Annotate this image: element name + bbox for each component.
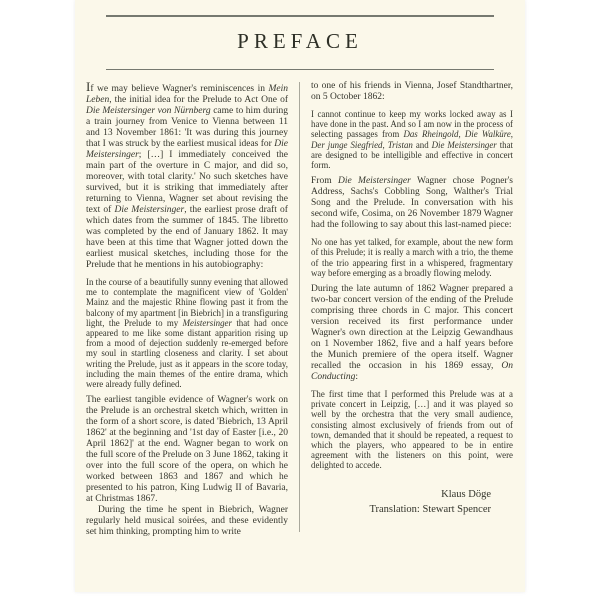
translator-credit: Translation: Stewart Spencer xyxy=(369,503,491,515)
column-divider xyxy=(299,82,300,532)
text-columns xyxy=(86,81,514,538)
orchestral-sketch-paragraph: The earliest tangible evidence of Wagner's work on the Prelude is an orchestral sketch which, written in the form of a short score, is dated 'Biebrich, 13 April 1862' at the beginning and '1st day of Easter [i.e., 20 April 1862]' at the end. Wagner began to work on the full score of the Prelude on 3 June 1862, taking it over into the full score of the opera, on which he worked between 1863 and 1867 and which he presented to his patron, King Ludwig II of Bavaria, at Christmas 1867. xyxy=(86,395,288,505)
autobiography-quote: In the course of a beautifully sunny evening that allowed me to contemplate the magnificent view of 'Golden' Mainz and the majestic Rhine flowing past it from the balcony of my apartment [in Biebrich] in a transfiguring light, the Prelude to my Meistersinger that had once appeared to me like some distant apparition rising up from a mood of dejection suddenly re-emerged before my soul in startling closeness and clarity. I set about writing the Prelude, just as it appears in the score today, including the main themes of the entire drama, which were already fully defined. xyxy=(86,277,288,390)
author-name: Klaus Döge xyxy=(441,488,491,500)
intro-paragraph: If we may believe Wagner's reminiscences in Mein Leben, the initial idea for the Prelude to Act One of Die Meistersinger von Nürnberg came to him during a train journey from Venice to Vienna between 11 and 13 November 1861: 'It was during this journey that I was struck by the earliest musical ideas for Die Meistersinger; […] I immediately conceived the main part of the overture in C major, and did so, moreover, with total clarity.' No such sketches have survived, but it is striking that immediately after returning to Vienna, Wagner set about revising the text of Die Meistersinger, the earliest prose draft of which dates from the summer of 1845. The libretto was completed by the end of January 1862. It may have been at this time that Wagner jotted down the earliest musical sketches, including those for the Prelude that he mentions in his autobiography: xyxy=(86,79,288,270)
on-conducting-quote: The first time that I performed this Prelude was at a private concert in Leipzig, […] and it was played so well by the orchestra that the very small audience, consisting almost exclusively of friends from out of town, demanded that it should be repeated, a request to which the players, who appeared to be in entire agreement with the listeners on this point, were delighted to accede. xyxy=(311,389,513,471)
right-column xyxy=(311,81,513,538)
letter-quote: I cannot continue to keep my works locked away as I have done in the past. And so I am now in the process of selecting passages from Das Rheingold, Die Walküre, Der junge Siegfried, Tristan and Die Meistersinger that are designed to be intelligible and effective in concert form. xyxy=(311,109,514,171)
page-title: PREFACE xyxy=(237,29,363,53)
book-page xyxy=(75,0,525,592)
header-rule-top xyxy=(106,15,494,17)
header-rule-bottom xyxy=(106,69,494,70)
letter-intro-paragraph: to one of his friends in Vienna, Josef Standthartner, on 5 October 1862: xyxy=(311,81,513,102)
signature-block xyxy=(311,487,513,517)
left-column xyxy=(86,81,288,538)
biebrich-paragraph: During the time he spent in Biebrich, Wagner regularly held musical soirées, and these evidently set him thinking, prompting him to write xyxy=(86,505,288,538)
concert-version-paragraph: During the late autumn of 1862 Wagner prepared a two-bar concert version of the ending of the Prelude comprising three chords in C major. This concert version received its first performance under Wagner's own direction at the Leipzig Gewandhaus on 1 November 1862, five and a half years before the Munich premiere of the opera itself. Wagner recalled the occasion in his 1869 essay, On Conducting: xyxy=(311,284,513,383)
concert-selection-paragraph: From Die Meistersinger Wagner chose Pogner's Address, Sachs's Cobbling Song, Walther's Trial Song and the Prelude. In conversation with his second wife, Cosima, on 26 November 1879 Wagner had the following to say about this last-named piece: xyxy=(311,176,513,231)
cosima-quote: No one has yet talked, for example, about the new form of this Prelude; it is really a march with a trio, the theme of the trio appearing first in a whispered, fragmentary way before emerging as a broadly flowing melody. xyxy=(311,237,513,278)
